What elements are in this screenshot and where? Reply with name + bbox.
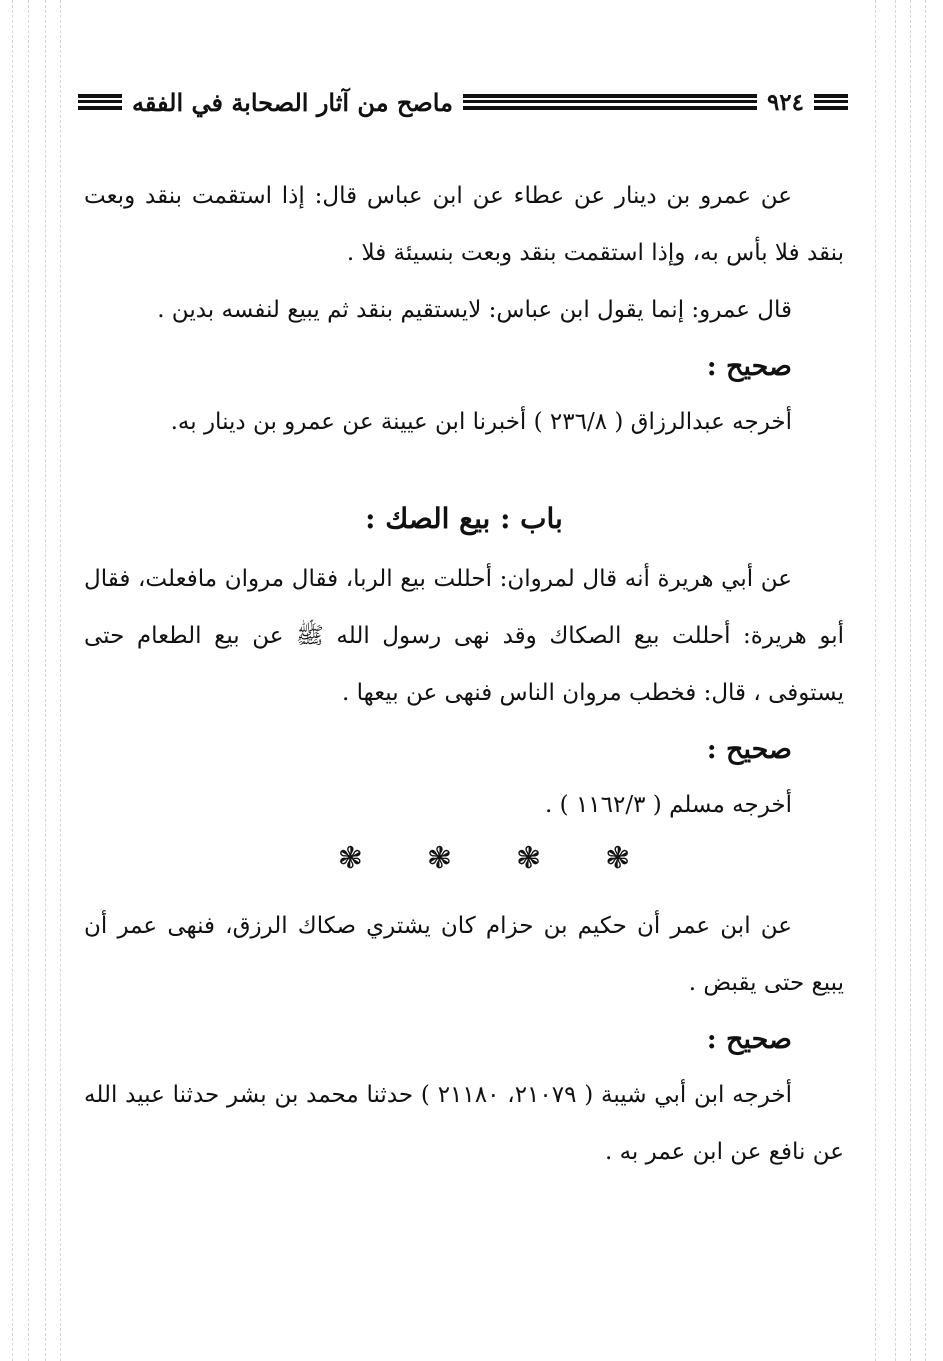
narration-paragraph: قال عمرو: إنما يقول ابن عباس: لايستقيم بنقد ثم يبيع لنفسه بدين . xyxy=(157,297,792,323)
header-rule-right xyxy=(814,88,848,116)
grading-label: صحيح : xyxy=(706,734,792,765)
narration-paragraph: عن أبي هريرة أنه قال لمروان: أحللت بيع الربا، فقال مروان مافعلت، فقال أبو هريرة: أحللت بيع الصكاك وقد نهى رسول الله ﷺ عن بيع الطعام حتى يستوفى ، قال: فخطب مروان الناس فنهى عن بيعها . xyxy=(84,566,844,706)
header-rule-middle xyxy=(463,88,757,116)
scan-guide-line xyxy=(875,0,876,1361)
section-title: باب : بيع الصك : xyxy=(365,502,563,535)
separator-stars xyxy=(84,834,844,884)
narration-paragraph: عن عمرو بن دينار عن عطاء عن ابن عباس قال: إذا استقمت بنقد وبعت بنقد فلا بأس به، وإذا استقمت بنقد وبعت بنسيئة فلا . xyxy=(84,183,844,266)
source-citation: أخرجه ابن أبي شيبة ( ٢١٠٧٩، ٢١١٨٠ ) حدثنا محمد بن بشر حدثنا عبيد الله عن نافع عن ابن عمر به . xyxy=(84,1082,844,1165)
book-title: ماصح من آثار الصحابة في الفقه xyxy=(132,87,453,117)
star-ornament-icon: ❃ xyxy=(426,841,452,876)
scan-guide-line xyxy=(925,0,926,1361)
scan-guide-line xyxy=(45,0,46,1361)
page-content xyxy=(84,168,844,1181)
scan-guide-line xyxy=(60,0,61,1361)
star-ornament-icon: ❃ xyxy=(337,841,363,876)
header-rule-left xyxy=(78,88,122,116)
scan-guide-line xyxy=(910,0,911,1361)
narration-paragraph: عن ابن عمر أن حكيم بن حزام كان يشتري صكاك الرزق، فنهى عمر أن يبيع حتى يقبض . xyxy=(84,913,844,996)
source-citation: أخرجه عبدالرزاق ( ٢٣٦/٨ ) أخبرنا ابن عيينة عن عمرو بن دينار به. xyxy=(170,409,792,435)
source-citation: أخرجه مسلم ( ١١٦٢/٣ ) . xyxy=(545,792,792,818)
page-header xyxy=(78,82,848,122)
star-ornament-icon: ❃ xyxy=(516,841,542,876)
scan-guide-line xyxy=(12,0,13,1361)
scan-guide-line xyxy=(895,0,896,1361)
grading-label: صحيح : xyxy=(706,1024,792,1055)
scan-guide-line xyxy=(28,0,29,1361)
grading-label: صحيح : xyxy=(706,351,792,382)
star-ornament-icon: ❃ xyxy=(605,841,631,876)
page-number: ٩٢٤ xyxy=(766,88,804,116)
